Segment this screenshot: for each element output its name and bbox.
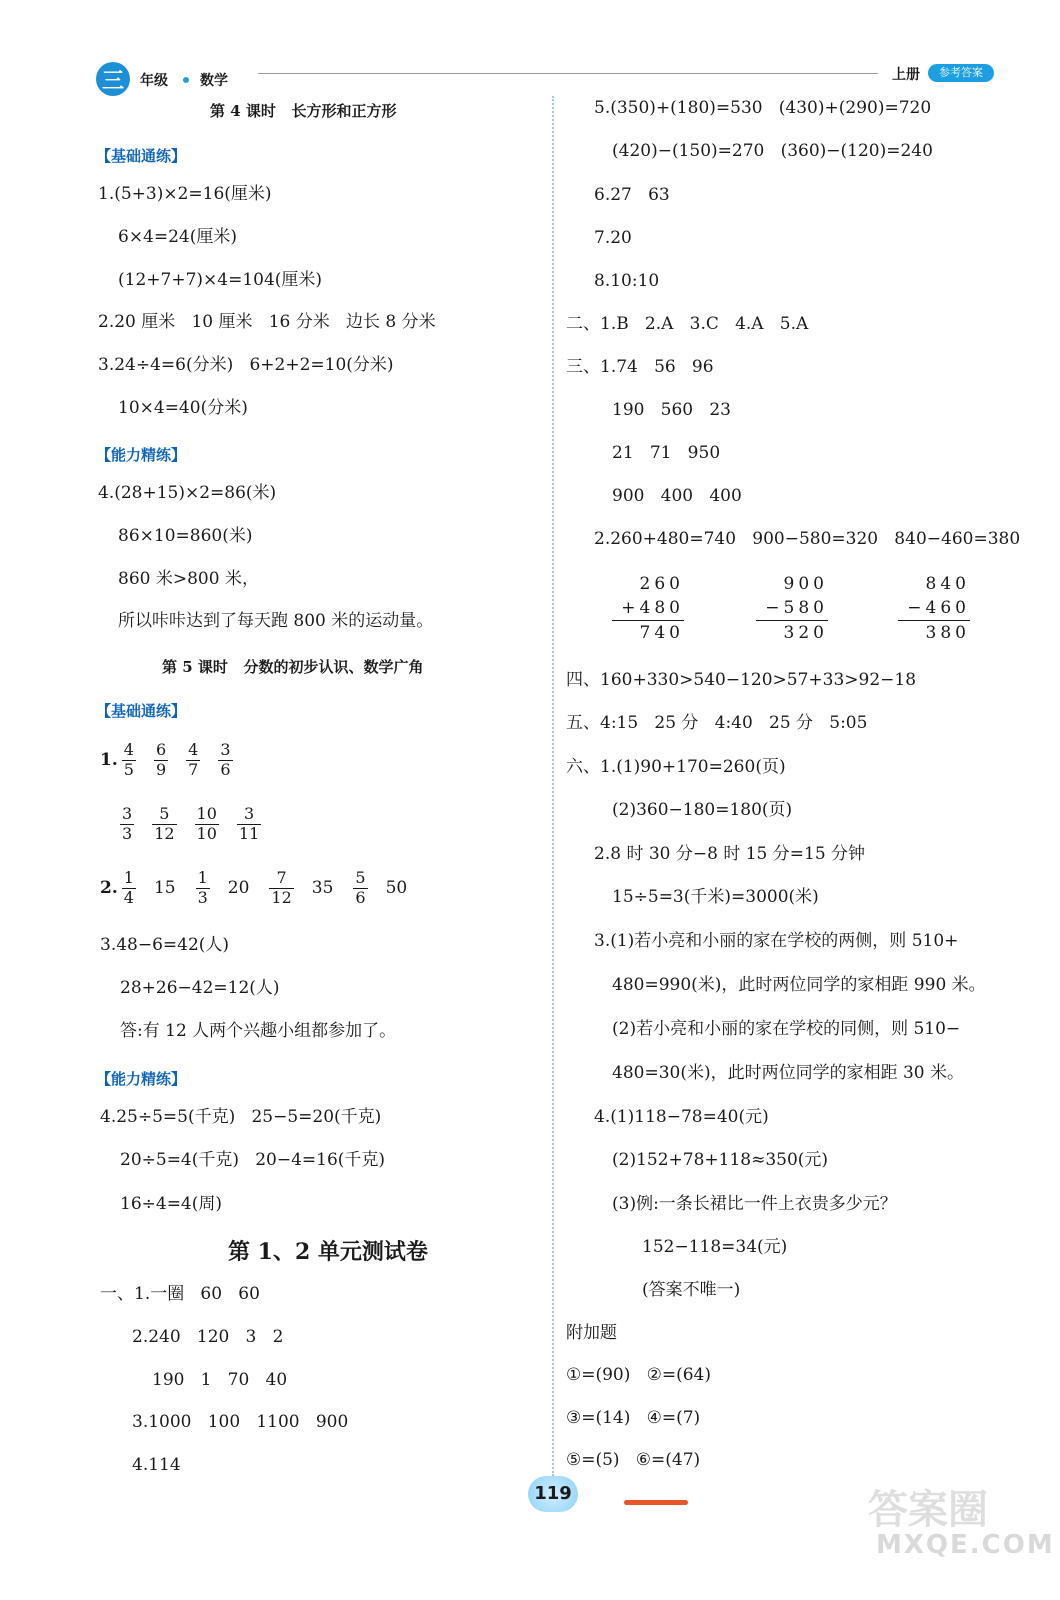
answer-number: 35 [311,878,334,899]
answer-line: 2.20 厘米 10 厘米 16 分米 边长 8 分米 [98,312,436,332]
answer-line: 五、4:15 25 分 4:40 25 分 5:05 [566,713,868,733]
header-dot-icon [183,77,189,83]
answer-line: 86×10=860(米) [118,526,253,546]
grade-badge: 三 [96,62,130,96]
answer-number: 20 [227,878,250,899]
answer-line: (2)若小亮和小丽的家在学校的同侧，则 510− [612,1019,961,1039]
unit-test-title: 第 1、2 单元测试卷 [228,1239,428,1265]
fraction-row-2 [120,806,279,843]
answer-number: 15 [153,878,176,899]
answer-line: 28+26−42=12(人) [120,978,280,998]
answer-line: 3.24÷4=6(分米) 6+2+2=10(分米) [98,355,394,375]
vertical-calc: 900 −580 320 [756,572,828,645]
subject-label: 数学 [200,73,228,89]
answer-line: 3.48−6=42(人) [100,935,230,955]
answer-line: 15÷5=3(千米)=3000(米) [612,887,819,907]
header-rule [258,73,878,74]
answer-line: 480=990(米)，此时两位同学的家相距 990 米。 [612,975,986,995]
page-number: 119 [528,1476,578,1512]
question-number: 1. [100,750,118,771]
vertical-calc: 260 +480 740 [612,572,684,645]
fraction-row-3 [100,870,427,907]
watermark-url: MXQE.COM [876,1530,1055,1560]
fraction: 5 6 [355,868,366,907]
fraction: 3 3 [122,804,133,843]
answer-line: 4.(1)118−78=40(元) [594,1107,769,1127]
footer-accent-bar [624,1500,688,1505]
answer-line: 6×4=24(厘米) [118,227,238,247]
answer-line: 三、1.74 56 96 [566,357,714,377]
answer-line: 一、1.一圈 60 60 [100,1284,260,1304]
answer-line: 答:有 12 人两个兴趣小组都参加了。 [120,1021,397,1041]
answer-line: ③=(14) ④=(7) [566,1408,701,1428]
fraction: 3 11 [238,804,260,843]
fraction: 3 6 [220,740,231,779]
answer-line: 3.(1)若小亮和小丽的家在学校的两侧，则 510+ [594,931,959,951]
answer-line: (2)152+78+118≈350(元) [612,1150,829,1170]
answer-line: 190 560 23 [612,400,731,420]
answer-line: (420)−(150)=270 (360)−(120)=240 [612,141,933,161]
answer-line: 4.(28+15)×2=86(米) [98,483,277,503]
answer-line: 480=30(米)，此时两位同学的家相距 30 米。 [612,1063,965,1083]
answer-line: 2.260+480=740 900−580=320 840−460=380 [594,529,1021,549]
fraction: 5 12 [154,804,175,843]
fraction: 4 5 [123,740,134,779]
answer-line: 860 米>800 米， [118,569,259,589]
label-ability-1: 【能力精练】 [96,446,187,464]
answer-line: 6.27 63 [594,185,670,205]
answer-line: 190 1 70 40 [152,1370,288,1390]
answer-line: 4.25÷5=5(千克) 25−5=20(千克) [100,1107,382,1127]
fraction: 1 3 [197,868,208,907]
grade-label: 年级 [140,73,168,89]
answer-line: 所以咔咔达到了每天跑 800 米的运动量。 [118,611,434,631]
watermark-logo: 答案圈 [868,1487,988,1533]
answer-line: 四、160+330>540−120>57+33>92−18 [566,670,917,690]
answer-line: 5.(350)+(180)=530 (430)+(290)=720 [594,98,932,118]
answer-line: (答案不唯一) [642,1280,741,1300]
answer-line: 20÷5=4(千克) 20−4=16(千克) [120,1150,386,1170]
lesson5-title: 第 5 课时 分数的初步认识、数学广角 [162,658,424,676]
bonus-title: 附加题 [566,1323,617,1343]
answer-line: ①=(90) ②=(64) [566,1365,711,1385]
answer-number: 50 [385,878,408,899]
answer-line: 六、1.(1)90+170=260(页) [566,757,786,777]
question-number: 2. [100,878,118,899]
fraction: 6 9 [155,740,167,779]
answer-line: ⑤=(5) ⑥=(47) [566,1450,701,1470]
label-basic-2: 【基础通练】 [96,702,187,720]
label-basic-1: 【基础通练】 [96,147,187,165]
answer-line: 1.(5+3)×2=16(厘米) [98,184,272,204]
answer-line: (12+7+7)×4=104(厘米) [118,270,323,290]
answer-line: (3)例:一条长裙比一件上衣贵多少元？ [612,1194,897,1214]
column-divider [552,96,554,1476]
label-ability-2: 【能力精练】 [96,1070,187,1088]
answer-line: (2)360−180=180(页) [612,800,793,820]
answer-line: 2.8 时 30 分−8 时 15 分=15 分钟 [594,844,866,864]
vertical-calc: 840 −460 380 [898,572,970,645]
answer-line: 8.10:10 [594,271,660,291]
answer-line: 3.1000 100 1100 900 [132,1412,349,1432]
fraction: 1 4 [123,868,134,907]
answer-line: 二、1.B 2.A 3.C 4.A 5.A [566,314,809,334]
volume-label: 上册 [892,67,920,83]
fraction: 7 12 [271,868,292,907]
answer-line: 7.20 [594,228,632,248]
answer-line: 152−118=34(元) [642,1237,788,1257]
fraction-row-1 [100,742,251,779]
answer-line: 16÷4=4(周) [120,1194,223,1214]
fraction: 4 7 [188,740,199,779]
answer-line: 4.114 [132,1455,181,1475]
lesson4-title: 第 4 课时 长方形和正方形 [210,102,397,120]
answer-line: 2.240 120 3 2 [132,1327,284,1347]
answer-line: 900 400 400 [612,486,742,506]
answer-line: 10×4=40(分米) [118,398,248,418]
fraction: 10 10 [196,804,217,843]
answer-tag: 参考答案 [928,64,994,82]
answer-line: 21 71 950 [612,443,721,463]
